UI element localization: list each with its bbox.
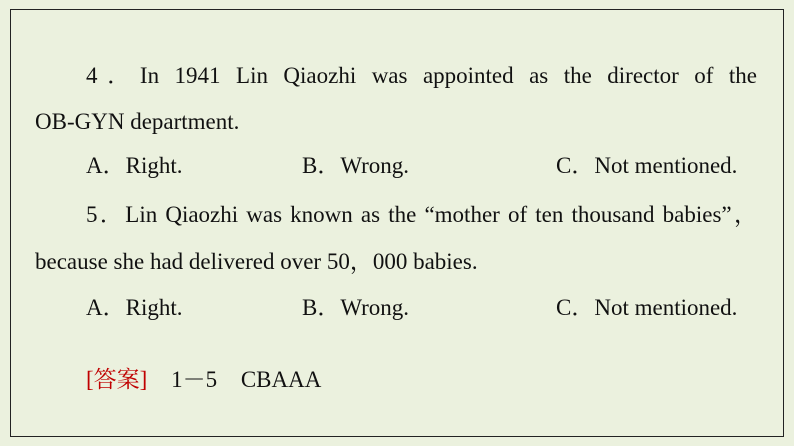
question-4-option-a: A．Right.	[86, 153, 183, 178]
answer-line	[86, 366, 321, 394]
question-5-line-2: because she had delivered over 50，000 babies.	[35, 249, 478, 274]
question-5-line-1: 5．Lin Qiaozhi was known as the “mother of ten thousand babies”，	[86, 202, 757, 227]
answer-range: 1－5	[171, 367, 218, 392]
question-4-option-c: C．Not mentioned.	[556, 153, 738, 178]
question-4-option-b: B．Wrong.	[302, 153, 410, 178]
answer-keys: CBAAA	[240, 367, 322, 392]
answer-label: [答案]	[86, 367, 148, 392]
question-5-option-b: B．Wrong.	[302, 295, 410, 320]
question-5-option-c: C．Not mentioned.	[556, 295, 738, 320]
question-4-line-2: OB-GYN department.	[35, 109, 240, 134]
question-5-option-a: A．Right.	[86, 295, 183, 320]
question-4-line-1: 4．In 1941 Lin Qiaozhi was appointed as the director of the	[86, 63, 757, 88]
